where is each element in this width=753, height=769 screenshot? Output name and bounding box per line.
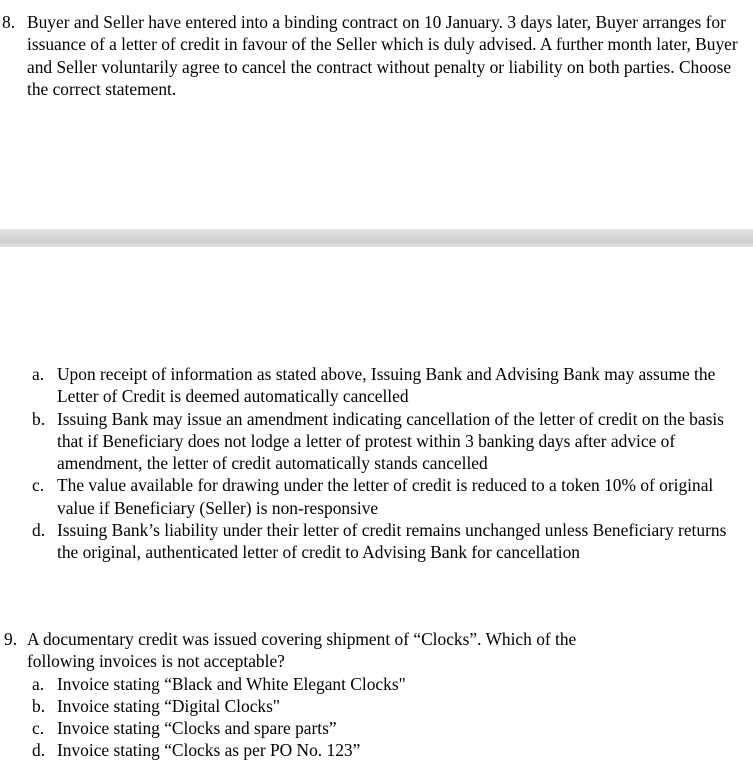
option-letter: c. (32, 718, 45, 739)
option-letter: b. (32, 408, 46, 429)
option-a (0, 363, 750, 408)
question-8 (0, 11, 750, 100)
section-divider (0, 229, 753, 247)
question-8-stem (0, 11, 750, 100)
question-text: Buyer and Seller have entered into a binding contract on 10 January. 3 days later, Buyer arranges for issuance of a letter of credit in favour of the Seller which is duly advised. A further month later, Buyer and Seller voluntarily agree to cancel the contract without penalty or liability on both parties. Choose the correct statement. (27, 12, 738, 99)
question-9-stem (0, 628, 750, 673)
option-b (0, 408, 750, 475)
option-text: Issuing Bank may issue an amendment indicating cancellation of the letter of credit on the basis that if Beneficiary does not lodge a letter of protest within 3 banking days after advice of amendment, the letter of credit automatically stands cancelled (57, 408, 724, 474)
question-number: 9. (4, 629, 18, 649)
question-8-options (0, 363, 750, 564)
option-b (0, 695, 750, 717)
option-text: Issuing Bank’s liability under their letter of credit remains unchanged unless Beneficiary returns the original, authenticated letter of credit to Advising Bank for cancellation (57, 520, 727, 563)
option-letter: d. (32, 520, 46, 541)
option-text: The value available for drawing under the letter of credit is reduced to a token 10% of original value if Beneficiary (Seller) is non-responsive (57, 475, 714, 518)
option-letter: b. (32, 695, 46, 716)
option-c (0, 474, 750, 519)
option-text: Upon receipt of information as stated above, Issuing Bank and Advising Bank may assume the Letter of Credit is deemed automatically cancelled (57, 364, 716, 407)
option-letter: a. (32, 364, 45, 384)
option-text: Invoice stating “Clocks and spare parts” (57, 718, 337, 739)
question-text: A documentary credit was issued covering shipment of “Clocks”. Which of the following invoices is not acceptable? (27, 629, 577, 672)
option-text: Invoice stating “Black and White Elegant Clocks" (57, 673, 406, 694)
option-letter: d. (32, 740, 46, 761)
question-9 (0, 628, 750, 762)
option-d (0, 739, 750, 761)
option-a (0, 673, 750, 695)
option-letter: a. (32, 673, 45, 694)
option-text: Invoice stating “Clocks as per PO No. 123” (57, 740, 361, 761)
question-number: 8. (2, 12, 16, 32)
option-d (0, 519, 750, 564)
option-c (0, 717, 750, 739)
option-letter: c. (32, 475, 45, 496)
option-text: Invoice stating “Digital Clocks" (57, 695, 280, 716)
